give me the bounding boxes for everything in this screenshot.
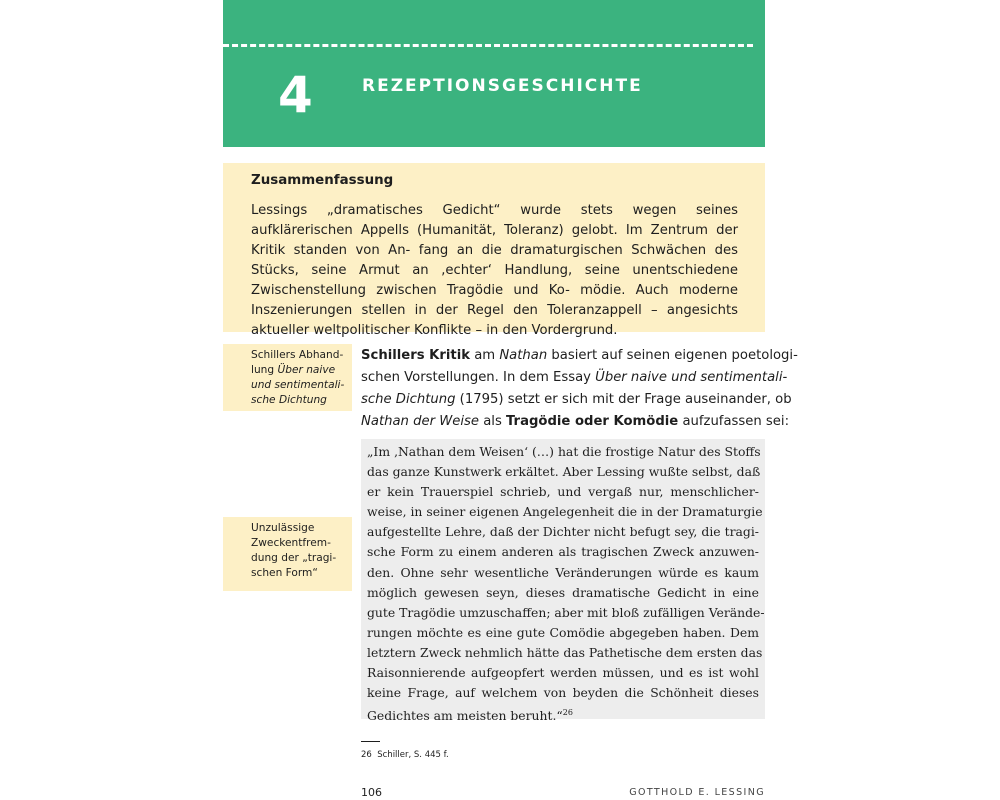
page-number: 106 xyxy=(361,786,382,799)
margin-note-italic: und sentimentali- xyxy=(251,379,345,391)
margin-note-text: lung xyxy=(251,364,278,376)
summary-text xyxy=(251,201,738,341)
chapter-title: REZEPTIONSGESCHICHTE xyxy=(362,76,643,96)
quote-line: möglich gewesen seyn, dieses dramatische Gedicht in eine xyxy=(367,584,759,600)
quote-line: letztern Zweck nehmlich hätte das Pathetische dem ersten das xyxy=(367,644,763,660)
body-text: basiert auf seinen eigenen poetologi- xyxy=(547,348,798,363)
quote-line: das ganze Kunstwerk erkältet. Aber Lessing wußte selbst, daß xyxy=(367,464,761,480)
body-line xyxy=(361,411,790,433)
body-line xyxy=(361,367,788,389)
bold-term: Tragödie oder Komödie xyxy=(506,414,679,429)
quote-line: er kein Trauerspiel schrieb, und vergaß nur, menschlicher- xyxy=(367,484,759,500)
italic-term: sche Dichtung xyxy=(361,392,456,407)
running-title: GOTTHOLD E. LESSING xyxy=(629,787,765,798)
quote-line: „Im ‚Nathan dem Weisen‘ (…) hat die frostige Natur des Stoffs xyxy=(367,444,761,459)
margin-note-schiller-essay xyxy=(223,344,352,411)
margin-note-line: dung der „tragi- xyxy=(251,552,337,564)
margin-note-line: Zweckentfrem- xyxy=(251,537,331,549)
summary-line: angesichts aktueller weltpolitischer Konflikte – in den Vordergrund. xyxy=(251,303,738,338)
chapter-number: 4 xyxy=(278,66,313,124)
summary-line: fang an die dramaturgischen Schwächen des Stücks, seine Armut an ‚echter‘ xyxy=(251,243,738,278)
body-text: am xyxy=(470,348,500,363)
body-text: als xyxy=(479,414,507,429)
quote-line: sche Form zu einem anderen als tragischen Zweck anzuwen- xyxy=(367,544,759,560)
summary-line: Appells (Humanität, Toleranz) gelobt. Im Zentrum der Kritik standen von An- xyxy=(251,223,738,258)
quote-line: den. Ohne sehr wesentliche Veränderungen würde es kaum xyxy=(367,564,759,580)
body-text: aufzufassen sei: xyxy=(678,414,790,429)
italic-term: Nathan xyxy=(499,348,548,363)
summary-line: Lessings „dramatisches Gedicht“ wurde stets wegen seines aufklärerischen xyxy=(251,203,738,238)
margin-note-line: schen Form“ xyxy=(251,567,318,579)
summary-heading: Zusammenfassung xyxy=(251,173,394,188)
footnote xyxy=(361,749,449,761)
italic-term: Nathan der Weise xyxy=(361,414,480,429)
margin-note-line xyxy=(251,363,344,378)
margin-note-italic: sche Dichtung xyxy=(251,394,327,406)
summary-box xyxy=(223,163,765,338)
italic-term: Über naive und sentimentali- xyxy=(595,370,788,385)
quote-text: Gedichtes am meisten beruht.“ xyxy=(367,708,563,724)
quote-line: gute Tragödie umzuschaffen; aber mit bloß zufälligen Verände- xyxy=(367,604,765,620)
margin-note-tragic-form xyxy=(223,517,352,591)
summary-line: Handlung, seine unentschiedene Zwischenstellung zwischen Tragödie und Ko- xyxy=(251,263,738,298)
schiller-quote xyxy=(361,439,765,724)
quote-line: keine Frage, auf welchem von beyden die Schönheit dieses xyxy=(367,685,759,701)
margin-note-italic: Über naive xyxy=(277,364,336,376)
margin-note-line: Schillers Abhand- xyxy=(251,349,344,361)
margin-note-line: Unzulässige xyxy=(251,522,315,534)
bold-term: Schillers Kritik xyxy=(361,348,470,363)
dashed-divider xyxy=(223,44,753,47)
quote-line: aufgestellte Lehre, daß der Dichter nicht befugt sey, die tragi- xyxy=(367,524,759,540)
footnote-number: 26 xyxy=(361,750,372,760)
quote-line: weise, in seiner eigenen Angelegenheit die in der Dramaturgie xyxy=(367,504,763,520)
body-line xyxy=(361,389,792,411)
body-text: (1795) setzt er sich mit der Frage auseinander, ob xyxy=(455,392,792,407)
quote-line: rungen möchte es eine gute Comödie abgegeben haben. Dem xyxy=(367,624,759,640)
footnote-reference[interactable]: 26 xyxy=(562,708,573,718)
footnote-text: Schiller, S. 445 f. xyxy=(377,750,449,760)
footnote-divider xyxy=(361,741,380,742)
summary-line: mödie. Auch moderne Inszenierungen stellen in der Regel den Toleranzappell – xyxy=(251,283,738,318)
quote-line xyxy=(367,703,759,726)
body-line xyxy=(361,345,798,367)
chapter-header xyxy=(223,0,765,147)
body-text: schen Vorstellungen. In dem Essay xyxy=(361,370,596,385)
body-paragraph xyxy=(361,345,798,433)
quote-line: Raisonnierende aufgeopfert werden müssen, und es ist wohl xyxy=(367,665,759,681)
